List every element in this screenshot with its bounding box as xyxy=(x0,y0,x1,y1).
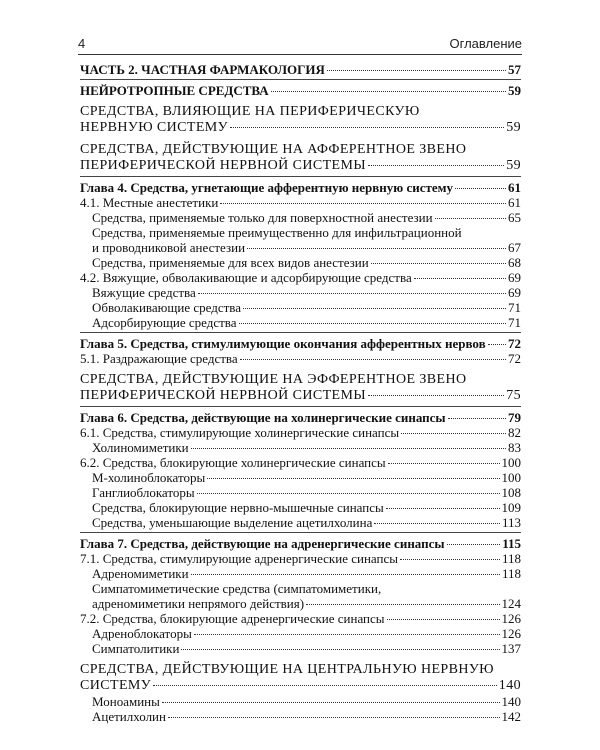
toc-neurotropic[interactable] xyxy=(80,83,521,98)
separator-rule xyxy=(80,79,521,80)
toc-page: 100 xyxy=(501,455,521,470)
toc-acetylcholine[interactable] xyxy=(80,709,521,724)
toc-all-anesthesia[interactable] xyxy=(80,255,521,270)
toc-section-6-2[interactable] xyxy=(80,455,521,470)
leader-dots xyxy=(447,544,501,545)
leader-dots xyxy=(168,717,500,718)
toc-title: 4.2. Вяжущие, обволакивающие и адсорбирующие средства xyxy=(80,270,412,285)
toc-title-line1: Средства, применяемые преимущественно для инфильтрационной xyxy=(92,225,462,240)
toc-page: 59 xyxy=(506,158,521,173)
toc-page: 72 xyxy=(508,336,521,351)
toc-page: 67 xyxy=(508,240,521,255)
toc-ganglioblockers[interactable] xyxy=(80,485,521,500)
toc-page: 69 xyxy=(508,270,521,285)
toc-title: Глава 4. Средства, угнетающие афферентную нервную систему xyxy=(80,180,454,195)
leader-dots xyxy=(220,203,506,204)
leader-dots xyxy=(400,559,500,560)
toc-page: 69 xyxy=(508,285,521,300)
leader-dots xyxy=(386,508,500,509)
toc-title: Симпатолитики xyxy=(92,641,180,656)
toc-title: 5.1. Раздражающие средства xyxy=(80,351,238,366)
leader-dots xyxy=(230,127,504,128)
toc-section-4-2[interactable] xyxy=(80,270,521,285)
toc-adrenomimetics[interactable] xyxy=(80,566,521,581)
toc-title-line2: адреномиметики непрямого действия) xyxy=(92,596,305,611)
toc-page: 126 xyxy=(501,626,521,641)
toc-title: М-холиноблокаторы xyxy=(92,470,206,485)
toc-page: 71 xyxy=(508,315,521,330)
leader-dots xyxy=(306,604,499,605)
toc-page: 118 xyxy=(501,566,521,581)
toc-title-line2: ПЕРИФЕРИЧЕСКОЙ НЕРВНОЙ СИСТЕМЫ xyxy=(80,388,366,403)
leader-dots xyxy=(387,619,500,620)
toc-title: Средства, уменьшающие выделение ацетилхолина xyxy=(92,515,373,530)
separator-rule xyxy=(80,332,521,333)
toc-title-line2: СИСТЕМУ xyxy=(80,678,152,693)
toc-title: Адреноблокаторы xyxy=(92,626,192,641)
toc-title-line1: СРЕДСТВА, ДЕЙСТВУЮЩИЕ НА АФФЕРЕНТНОЕ ЗВЕНО xyxy=(80,142,467,157)
toc-title: 4.1. Местные анестетики xyxy=(80,195,219,210)
toc-page: 61 xyxy=(508,180,521,195)
toc-title: НЕЙРОТРОПНЫЕ СРЕДСТВА xyxy=(80,83,269,98)
toc-page: 108 xyxy=(501,485,521,500)
toc-efferent-link[interactable] xyxy=(80,372,521,404)
toc-monoamines[interactable] xyxy=(80,694,521,709)
toc-title: Глава 7. Средства, действующие на адренергические синапсы xyxy=(80,536,445,551)
toc-title-line1: СРЕДСТВА, ДЕЙСТВУЮЩИЕ НА ЭФФЕРЕНТНОЕ ЗВЕНО xyxy=(80,372,467,387)
table-of-contents xyxy=(80,62,521,724)
toc-title-line2: ПЕРИФЕРИЧЕСКОЙ НЕРВНОЙ СИСТЕМЫ xyxy=(80,158,366,173)
leader-dots xyxy=(414,278,506,279)
toc-title: Ганглиоблокаторы xyxy=(92,485,195,500)
page-number: 4 xyxy=(78,36,86,51)
toc-page: 57 xyxy=(508,62,521,77)
toc-adrenoblockers[interactable] xyxy=(80,626,521,641)
toc-page: 118 xyxy=(501,551,521,566)
toc-title: Ацетилхолин xyxy=(92,709,166,724)
leader-dots xyxy=(388,463,500,464)
toc-page: 65 xyxy=(508,210,521,225)
toc-title: 6.1. Средства, стимулирующие холинергические синапсы xyxy=(80,425,400,440)
toc-sympathomimetics[interactable] xyxy=(80,581,521,611)
toc-section-7-2[interactable] xyxy=(80,611,521,626)
toc-page: 115 xyxy=(502,536,521,551)
toc-page: 59 xyxy=(508,83,521,98)
toc-page: 72 xyxy=(508,351,521,366)
leader-dots xyxy=(448,418,506,419)
toc-sympatholytics[interactable] xyxy=(80,641,521,656)
toc-title-line2: и проводниковой анестезии xyxy=(92,240,246,255)
toc-chapter-7[interactable] xyxy=(80,536,521,551)
leader-dots xyxy=(181,649,499,650)
toc-page: 137 xyxy=(501,641,521,656)
toc-surface-anesthesia[interactable] xyxy=(80,210,521,225)
toc-title: 7.1. Средства, стимулирующие адренергические синапсы xyxy=(80,551,398,566)
toc-page: 124 xyxy=(501,596,521,611)
toc-page: 113 xyxy=(501,515,521,530)
toc-title-line1: СРЕДСТВА, ДЕЙСТВУЮЩИЕ НА ЦЕНТРАЛЬНУЮ НЕРВНУЮ xyxy=(80,662,494,677)
toc-title: Вяжущие средства xyxy=(92,285,196,300)
leader-dots xyxy=(401,433,506,434)
toc-page: 79 xyxy=(508,410,521,425)
toc-afferent-link[interactable] xyxy=(80,142,521,174)
toc-astringent[interactable] xyxy=(80,285,521,300)
separator-rule xyxy=(80,406,521,407)
leader-dots xyxy=(191,448,506,449)
toc-title: ЧАСТЬ 2. ЧАСТНАЯ ФАРМАКОЛОГИЯ xyxy=(80,62,325,77)
toc-page: 126 xyxy=(501,611,521,626)
toc-page: 71 xyxy=(508,300,521,315)
toc-page: 61 xyxy=(508,195,521,210)
toc-title-line2: НЕРВНУЮ СИСТЕМУ xyxy=(80,120,228,135)
toc-section-6-1[interactable] xyxy=(80,425,521,440)
toc-page: 83 xyxy=(508,440,521,455)
toc-page: 75 xyxy=(506,388,521,403)
leader-dots xyxy=(371,263,506,264)
toc-infiltration-anesthesia[interactable] xyxy=(80,225,521,255)
toc-title: Адсорбирующие средства xyxy=(92,315,237,330)
toc-acetylcholine-release[interactable] xyxy=(80,515,521,530)
toc-page: 140 xyxy=(498,678,521,693)
toc-chapter-4[interactable] xyxy=(80,180,521,195)
leader-dots xyxy=(368,165,504,166)
toc-title: Адреномиметики xyxy=(92,566,189,581)
toc-title: Холиномиметики xyxy=(92,440,189,455)
leader-dots xyxy=(191,574,500,575)
toc-central-ns[interactable] xyxy=(80,662,521,694)
toc-title: 7.2. Средства, блокирующие адренергические синапсы xyxy=(80,611,385,626)
leader-dots xyxy=(197,493,500,494)
toc-title: Моноамины xyxy=(92,694,160,709)
leader-dots xyxy=(374,523,500,524)
toc-title: 6.2. Средства, блокирующие холинергические синапсы xyxy=(80,455,386,470)
toc-page: 100 xyxy=(501,470,521,485)
header-rule xyxy=(78,54,522,55)
toc-title-line1: СРЕДСТВА, ВЛИЯЮЩИЕ НА ПЕРИФЕРИЧЕСКУЮ xyxy=(80,104,420,119)
leader-dots xyxy=(194,634,500,635)
leader-dots xyxy=(327,70,506,71)
leader-dots xyxy=(240,359,506,360)
separator-rule xyxy=(80,532,521,533)
toc-chapter-5[interactable] xyxy=(80,336,521,351)
leader-dots xyxy=(162,702,500,703)
leader-dots xyxy=(198,293,506,294)
leader-dots xyxy=(271,91,506,92)
toc-chapter-6[interactable] xyxy=(80,410,521,425)
toc-section-7-1[interactable] xyxy=(80,551,521,566)
separator-rule xyxy=(80,176,521,177)
toc-section-5-1[interactable] xyxy=(80,351,521,366)
toc-page: 82 xyxy=(508,425,521,440)
toc-neuromuscular[interactable] xyxy=(80,500,521,515)
leader-dots xyxy=(455,188,506,189)
toc-page: 68 xyxy=(508,255,521,270)
leader-dots xyxy=(153,685,497,686)
leader-dots xyxy=(239,323,506,324)
leader-dots xyxy=(247,248,506,249)
toc-adsorbing[interactable] xyxy=(80,315,521,330)
toc-page: 59 xyxy=(506,120,521,135)
toc-title: Глава 6. Средства, действующие на холинергические синапсы xyxy=(80,410,446,425)
toc-part-2[interactable] xyxy=(80,62,521,77)
toc-title: Глава 5. Средства, стимулимующие окончания афферентных нервов xyxy=(80,336,486,351)
toc-cholinomimetics[interactable] xyxy=(80,440,521,455)
toc-title: Средства, применяемые для всех видов анестезии xyxy=(92,255,369,270)
toc-m-cholinoblockers[interactable] xyxy=(80,470,521,485)
toc-page: 140 xyxy=(501,694,521,709)
toc-title: Средства, применяемые только для поверхностной анестезии xyxy=(92,210,433,225)
toc-page: 142 xyxy=(501,709,521,724)
leader-dots xyxy=(207,478,499,479)
running-title: Оглавление xyxy=(449,36,522,51)
toc-enveloping[interactable] xyxy=(80,300,521,315)
toc-title-line1: Симпатомиметические средства (симпатомиметики, xyxy=(92,581,382,596)
toc-title: Обволакивающие средства xyxy=(92,300,242,315)
leader-dots xyxy=(368,395,504,396)
leader-dots xyxy=(243,308,506,309)
toc-page: 109 xyxy=(501,500,521,515)
leader-dots xyxy=(435,218,506,219)
running-header xyxy=(78,36,522,54)
toc-peripheral-ns[interactable] xyxy=(80,104,521,136)
toc-section-4-1[interactable] xyxy=(80,195,521,210)
toc-title: Средства, блокирующие нервно-мышечные синапсы xyxy=(92,500,384,515)
leader-dots xyxy=(488,344,506,345)
